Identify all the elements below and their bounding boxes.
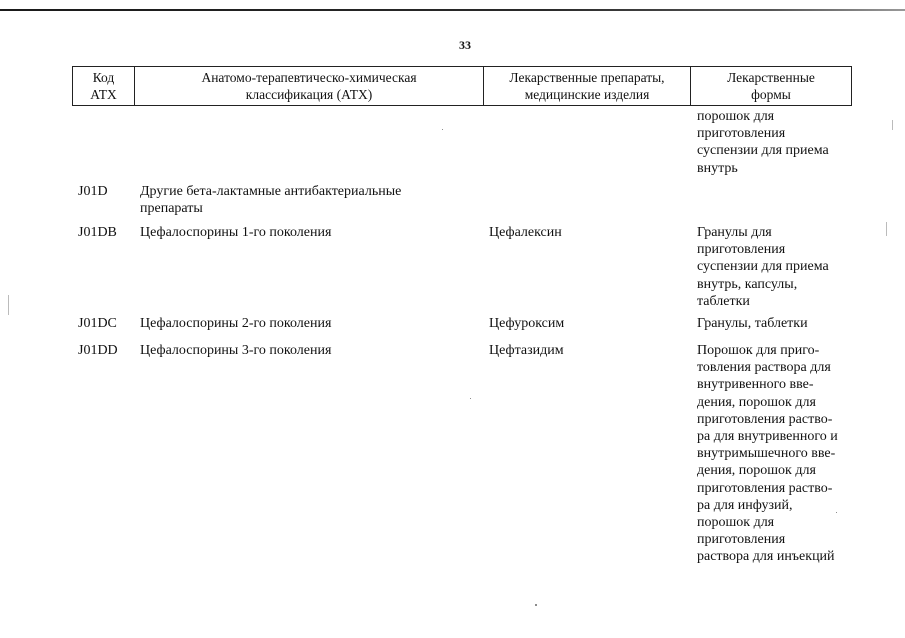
form-line: приготовления раство-: [697, 411, 833, 427]
form-line: внутрь: [697, 160, 738, 176]
row-code: J01DD: [78, 343, 118, 358]
form-line: внутримышечного вве-: [697, 446, 836, 462]
row-drug: Цефалексин: [489, 225, 562, 240]
row-code: J01D: [78, 184, 108, 199]
margin-mark: [892, 120, 893, 130]
scan-speck: [470, 398, 471, 399]
header-code-line: Код: [92, 70, 115, 85]
atc-line: препараты: [140, 201, 203, 217]
row-form: [697, 224, 847, 310]
form-line: ра для инфузий,: [697, 497, 793, 513]
header-forms: [691, 67, 852, 106]
header-atc-line: Анатомо-терапевтическо-химическая: [201, 70, 417, 85]
row-code: J01DC: [78, 316, 117, 331]
form-line: Гранулы для: [697, 225, 772, 240]
header-drugs-line: медицинские изделия: [524, 87, 650, 102]
row-code: J01DB: [78, 225, 117, 240]
row-form: Гранулы, таблетки: [697, 316, 808, 331]
form-line: раствора для инъекций: [697, 549, 835, 565]
margin-mark: [886, 222, 887, 236]
header-code-line: АТХ: [90, 87, 117, 102]
header-atc: [135, 67, 484, 106]
form-line: внутривенного вве-: [697, 377, 814, 393]
table-header: [72, 66, 852, 106]
header-drugs-line: Лекарственные препараты,: [509, 70, 665, 85]
row-drug: Цефуроксим: [489, 316, 565, 331]
page-number: 33: [459, 38, 471, 52]
header-code: [73, 67, 135, 106]
row-atc: Цефалоспорины 3-го поколения: [140, 343, 332, 358]
header-forms-line: Лекарственные: [727, 70, 815, 85]
form-line: приготовления: [697, 126, 786, 142]
form-line: порошок для: [697, 109, 775, 124]
header-atc-line: классификация (АТХ): [245, 87, 373, 102]
row-atc: Цефалоспорины 1-го поколения: [140, 225, 332, 240]
form-line: ра для внутривенного и: [697, 429, 838, 445]
atc-line: Другие бета-лактамные антибактериальные: [140, 184, 402, 199]
form-line: суспензии для приема: [697, 259, 829, 275]
form-line: порошок для: [697, 515, 775, 531]
row-form: [697, 342, 847, 566]
header-row: [73, 67, 852, 106]
scan-speck: [535, 604, 537, 606]
form-line: приготовления раство-: [697, 480, 833, 496]
form-line: суспензии для приема: [697, 143, 829, 159]
margin-mark: [8, 295, 9, 315]
form-line: приготовления: [697, 532, 786, 548]
scan-speck: [836, 512, 837, 513]
form-line: приготовления: [697, 242, 786, 258]
form-line: Порошок для приго-: [697, 343, 820, 358]
form-line: таблетки: [697, 293, 750, 309]
form-line: дения, порошок для: [697, 463, 816, 479]
row-atc: [140, 183, 440, 217]
form-line: внутрь, капсулы,: [697, 276, 798, 292]
header-drugs: [484, 67, 691, 106]
scan-edge-line: [0, 9, 905, 11]
form-line: товления раствора для: [697, 360, 831, 376]
form-line: дения, порошок для: [697, 394, 816, 410]
header-forms-line: формы: [751, 87, 791, 102]
row-drug: Цефтазидим: [489, 343, 564, 358]
row-atc: Цефалоспорины 2-го поколения: [140, 316, 332, 331]
continuation-form: [697, 108, 847, 177]
scan-speck: [442, 129, 443, 130]
